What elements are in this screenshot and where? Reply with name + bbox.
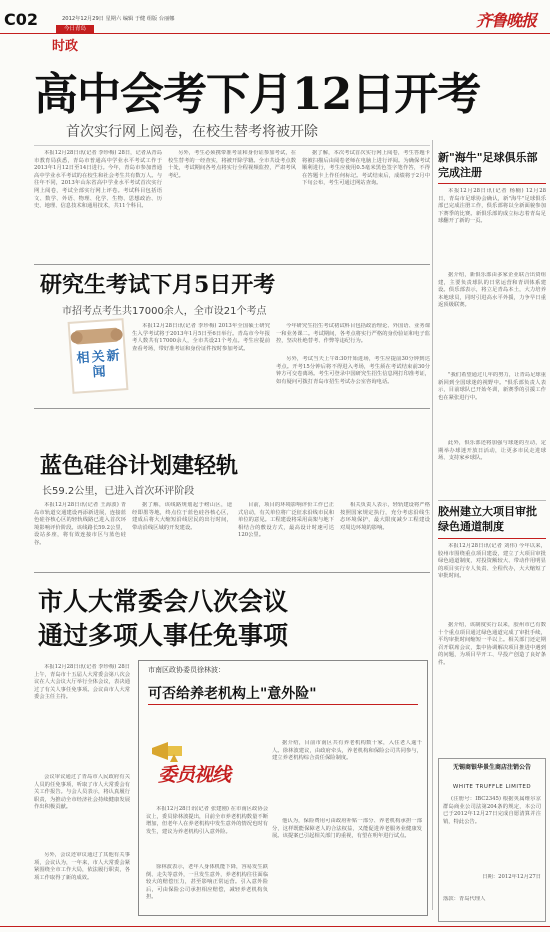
- graduate-body-col-1: 本报12月28日讯(记者 李珍梅) 2013年全国硕士研究生入学考试将于2013年1月5日至6日举行。青岛市今年报考人数共有17000余人，全市共设21个考点。考生应提前查看考场，带好准考证和身份证件按时参加考试。: [132, 323, 270, 352]
- lead-body-col-1: 本报12月28日讯(记者 李珍梅) 28日，记者从青岛市教育局获悉，青岛市普通高中学业水平考试工作于2013年1月12日至14日进行。今年，青岛市参加普通高中学业水平考试的在校生和社会考生共有数万人。与往年不同，2013年山东省高中学业水平考试首次实行网上阅卷，考试全部实行网上评卷。考试科目包括语文、数学、外语、物理、化学、生物、思想政治、历史、地理、信息技术和通用技术，共11个科目。: [34, 150, 162, 210]
- megaphone-icon: [150, 740, 190, 762]
- graduate-body-col-2: 今年研究生招生考试初试科目包括政治理论、外国语、业务课一和业务课二。考试期间，各考点将实行严格的身份验证和电子监控，坚决杜绝替考、作弊等违纪行为。: [276, 323, 430, 345]
- lead-subtitle: 首次实行网上阅卷，在校生替考将被开除: [66, 124, 318, 140]
- rail-headline: 蓝色硅谷计划建轻轨: [40, 453, 239, 479]
- lead-body-col-2: 另外，考生必须携带准考证和身份证参加考试，在校生替考的一经查实，将被开除学籍。全市共设考点数十处，考试期间各考点将实行全程视频监控，严肃考风考纪。: [168, 150, 296, 179]
- congress-top-rule: [34, 572, 430, 573]
- sidebar-article-1-p4: 此外，俱乐部还将加强与球迷的互动，定期举办球迷开放日活动，让更多市民走进球场、支持家乡球队。: [438, 440, 546, 462]
- sidebar-article-2-p1: 本报12月28日讯(记者 刘伟) 今年以来，胶州市围绕重点项目建设，建立了大项目审批绿色通道制度，对投资额较大、带动作用明显的项目实行专人负责、全程代办，大大缩短了审批时间。: [438, 543, 546, 580]
- sidebar-article-1-title: 新"海牛"足球俱乐部完成注册: [438, 151, 538, 179]
- sidebar-rule-2: [438, 538, 546, 539]
- sidebar-article-1-p1: 本报12月28日讯(记者 杨楠) 12月28日，青岛市足球协会确认，新"海牛"足球俱乐部已完成注册工作，俱乐部将以全新面貌参加下赛季的比赛。新俱乐部的成立标志着青岛足球翻开了新的一页。: [438, 188, 546, 225]
- rail-subtitle: 长59.2公里，已进入首次环评阶段: [42, 486, 195, 497]
- column-title-rule: [148, 704, 418, 705]
- graduate-body-col-3: 另外，考试当天上午8:30开始进场，考生应提前30分钟到达考点。开考15分钟后将不得进入考场，考生须在考试结束前30分钟方可交卷离场。考生可登录中国研究生招生信息网打印准考证，如有疑问可拨打青岛市招生考试办公室咨询电话。: [276, 356, 430, 385]
- sidebar-notice-body: (注册号：IBC2345) 根据英属维尔京群岛商业公司法第204条的规定，本公司已于2012年12月27日完成自愿清算并注销，特此公告。: [443, 796, 541, 825]
- logo: 齐鲁晚报: [475, 11, 536, 30]
- sidebar-separator-1: [438, 500, 546, 501]
- column-badge-text: 委员视线: [158, 764, 231, 786]
- sidebar-notice-signature: 日期：2012年12月27日: [482, 874, 541, 880]
- page-bottom-rule: [0, 926, 550, 927]
- rail-body-col-4: 相关负责人表示，轻轨建设将严格按照国家规定执行，充分考虑沿线生态环境保护，最大限度减少工程建设对周边环境的影响。: [340, 502, 430, 531]
- graduate-headline: 研究生考试下月5日开考: [40, 272, 276, 298]
- date-info: 2012年12月29日 星期六 编辑 于健 组版 台丽娜: [62, 16, 175, 22]
- scroll-icon: [70, 324, 123, 348]
- column-header: 市南区政协委员徐林波：: [148, 666, 225, 674]
- column-body-right-p1: 据介绍，目前市南区共有养老机构数十家，入住老人逾千人。徐林波建议，由政府牵头，养老机构和保险公司共同参与，建立养老机构综合责任保险制度。: [272, 740, 422, 762]
- related-news-badge: [68, 318, 129, 394]
- column-body-left-p2: 徐林波表示，老年人身体机能下降，容易发生跌倒、走失等意外，一旦发生意外，养老机构往往面临较大的赔偿压力，甚至影响正常运营。引入意外险后，可由保险公司承担相应赔偿，减轻养老机构负担。: [146, 864, 268, 901]
- lead-body-col-3: 据了解，本次考试首次实行网上阅卷，考生答题卡将被扫描后由阅卷老师在电脑上进行评阅。为确保考试顺利进行，考生应使用0.5毫米黑色签字笔作答，不得在答题卡上作任何标记。考试结束后，成绩将于2月中下旬公布，考生可通过网站查询。: [302, 150, 430, 187]
- sidebar-notice-footer: 落款：青岛代理人: [443, 896, 486, 902]
- section-top-tag: 今日青岛: [56, 25, 94, 34]
- column-body-left-p1: 本报12月28日讯(记者 张建刚) 在市南区政协会议上，委员徐林波提出，目前全市养老机构数量不断增加，但老年人在养老机构中发生意外的情况也时有发生，建议为养老机构引入意外险。: [146, 806, 268, 835]
- congress-headline-line-1: 市人大常委会八次会议: [38, 587, 289, 616]
- congress-body-p3: 另外，会议还审议通过了其他有关事项，会议认为，一年来，市人大常委会紧紧围绕全市工作大局，依法履行职责，各项工作取得了新的成效。: [34, 852, 130, 881]
- sidebar-article-1-p2: 据介绍，新俱乐部由多家企业联合出资组建，主要负责球队的日常运营和青训体系建设。俱乐部表示，将立足青岛本土，大力培养本地球员，同时引进高水平外援，力争早日重返顶级联赛。: [438, 272, 546, 309]
- sidebar-divider: [432, 140, 433, 910]
- column-body-right-p2: 他认为，保险费用可由政府补贴一部分、养老机构承担一部分，这样既能保障老人的合法权益，又能促进养老服务业健康发展。该提案已引起相关部门的重视，有望在明年进行试点。: [272, 818, 422, 840]
- sidebar-rule-1: [438, 183, 546, 184]
- congress-headline-line-2: 通过多项人事任免事项: [38, 621, 289, 650]
- rail-body-col-1: 本报12月28日讯(记者 王海波) 青岛市轨道交通建设再添新进展，连接蓝色硅谷核心区的轻轨线路已进入首次环境影响评价阶段。该线路长59.2公里，设站多座，将有效连接市区与蓝色硅谷。: [34, 502, 126, 546]
- sidebar-article-1-p3: "我们希望通过几年的努力，让青岛足球重新回到全国球迷的视野中。"俱乐部负责人表示，目前球队已开始冬训，新赛季的引援工作也在紧张进行中。: [438, 372, 546, 401]
- column-badge: [148, 740, 254, 798]
- masthead-rule: [0, 33, 550, 34]
- rail-body-col-2: 据了解，该线路规划起于崂山区，途经即墨等地，终点位于蓝色硅谷核心区，建成后将大大缩短沿线居民的出行时间，带动沿线区域的开发建设。: [132, 502, 232, 531]
- sidebar-notice-title: 无锡商银华景生商店注销公告: [452, 764, 531, 771]
- graduate-subtitle: 市招考点考生共17000余人，全市设21个考点: [62, 306, 267, 317]
- sidebar-notice-company: WHITE TRUFFLE LIMITED: [452, 784, 532, 790]
- lead-headline: 高中会考下月12日开考: [34, 69, 481, 120]
- lead-divider: [34, 145, 430, 146]
- rail-body-col-3: 目前，项目的环境影响评价工作已正式启动，有关单位将广泛征求沿线市民和单位的意见。工程建设将采用高架与地下相结合的敷设方式，最高设计时速可达120公里。: [238, 502, 334, 539]
- congress-body-p2: 会议审议通过了青岛市人民政府有关人员的任免事项，听取了市人大常委会有关工作报告。与会人员表示，将认真履行职责，为推动全市经济社会持续健康发展作出积极贡献。: [34, 774, 130, 811]
- congress-body-p1: 本报12月28日讯(记者 李珍梅) 28日上午，青岛市十五届人大常委会第八次会议在人大会议大厅举行全体会议，表决通过了有关人事任免事项。会议由市人大常委会主任主持。: [34, 664, 130, 701]
- related-news-badge-text: 相关新闻: [76, 348, 123, 381]
- page-number: C02: [4, 10, 39, 29]
- sidebar-article-2-title: 胶州建立大项目审批绿色通道制度: [438, 505, 537, 533]
- rail-top-rule: [34, 408, 430, 409]
- section-title: 时政: [52, 39, 79, 54]
- column-title: 可否给养老机构上"意外险": [148, 686, 317, 702]
- sidebar-article-2-p2: 据介绍，该制度实行以来，胶州市已有数十个重点项目通过绿色通道完成了审批手续，平均审批时间缩短一半以上。相关部门还定期召开联席会议，集中协调解决项目推进中遇到的问题，为项目早开工、早投产创造了良好条件。: [438, 622, 546, 666]
- graduate-top-rule: [34, 264, 430, 265]
